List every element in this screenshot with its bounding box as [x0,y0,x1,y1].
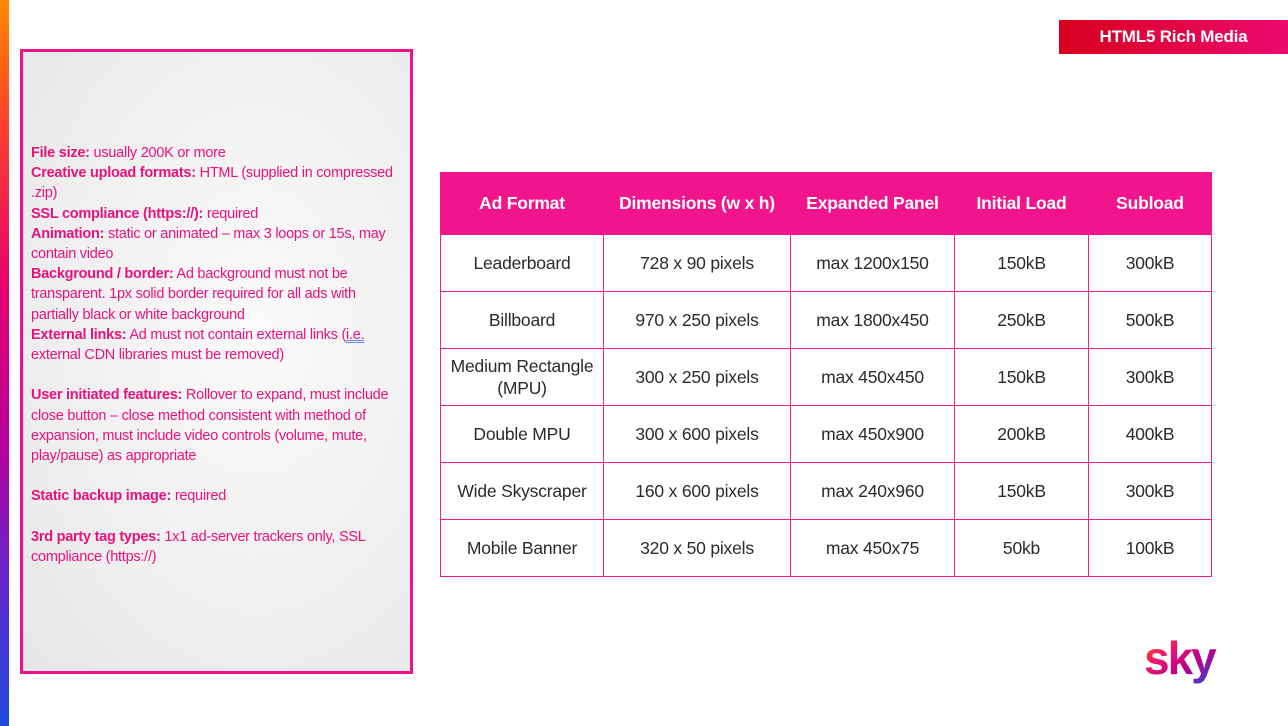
spec-label: Creative upload formats: [31,165,196,182]
spec-animation [31,224,406,264]
spec-label: 3rd party tag types: [31,528,161,545]
sky-logo [1144,630,1234,692]
header-expanded-panel: Expanded Panel [791,173,955,235]
spec-label: SSL compliance (https://): [31,205,204,222]
section-heading-tab: HTML5 Rich Media [1059,20,1288,54]
header-subload: Subload [1089,173,1212,235]
header-initial-load: Initial Load [955,173,1089,235]
cell-initial-load: 200kB [955,406,1089,463]
spec-label: File size: [31,145,90,161]
brand-edge-bar [0,0,9,726]
spec-ssl [31,204,406,224]
spec-value: usually 200K or more [89,145,226,161]
cell-ad-format: Wide Skyscraper [441,463,604,520]
spacer [31,365,406,385]
spec-underlined-term: i.e. [346,326,365,343]
spec-upload-formats [31,163,406,203]
cell-initial-load: 150kB [955,349,1089,406]
spec-file-size [31,143,406,163]
spec-value: required [171,488,227,505]
cell-ad-format: Double MPU [441,406,604,463]
cell-subload: 300kB [1089,349,1212,406]
spec-label: User initiated features: [31,387,183,404]
spec-user-features [31,385,406,466]
spec-label: Background / border: [31,266,174,283]
cell-initial-load: 150kB [955,463,1089,520]
table-row [441,406,1212,463]
spec-tag-types [31,527,406,567]
table-row [441,349,1212,406]
ad-formats-table [440,172,1212,577]
cell-dimensions: 160 x 600 pixels [604,463,791,520]
cell-subload: 300kB [1089,463,1212,520]
spec-value: required [203,205,259,222]
specifications-text [31,143,406,567]
spacer [31,466,406,486]
cell-ad-format: Medium Rectangle (MPU) [441,349,604,406]
cell-dimensions: 320 x 50 pixels [604,520,791,577]
spec-label: External links: [31,326,127,343]
spec-label: Animation: [31,225,105,242]
table-row [441,463,1212,520]
spec-value: 1x1 ad-server trackers only, SSL compliance (https://) [31,528,366,566]
cell-initial-load: 150kB [955,235,1089,292]
spec-external-links [31,325,406,365]
cell-expanded-panel: max 1800x450 [791,292,955,349]
cell-expanded-panel: max 240x960 [791,463,955,520]
spec-backup-image [31,486,406,506]
cell-dimensions: 300 x 250 pixels [604,349,791,406]
spec-value: HTML (supplied in compressed .zip) [31,165,393,202]
spec-background-border [31,264,406,325]
table-row [441,520,1212,577]
cell-subload: 400kB [1089,406,1212,463]
table-row [441,292,1212,349]
cell-initial-load: 250kB [955,292,1089,349]
spec-value: Rollover to expand, must include close button – close method consistent with method of expansion, must include video controls (volume, mute, play/pause) as appropriate [31,387,389,465]
table-row [441,235,1212,292]
spec-value: Ad background must not be transparent. 1px solid border required for all ads with partially black or white background [31,266,356,323]
cell-subload: 500kB [1089,292,1212,349]
spec-value: Ad must not contain external links ( [126,326,347,343]
cell-expanded-panel: max 1200x150 [791,235,955,292]
spacer [31,507,406,527]
cell-ad-format: Mobile Banner [441,520,604,577]
cell-expanded-panel: max 450x900 [791,406,955,463]
spec-label: Static backup image: [31,488,172,505]
header-dimensions: Dimensions (w x h) [604,173,791,235]
cell-expanded-panel: max 450x75 [791,520,955,577]
cell-ad-format: Billboard [441,292,604,349]
cell-subload: 100kB [1089,520,1212,577]
specifications-panel [20,49,413,674]
cell-dimensions: 300 x 600 pixels [604,406,791,463]
spec-value: static or animated – max 3 loops or 15s, may contain video [31,225,386,263]
cell-subload: 300kB [1089,235,1212,292]
cell-dimensions: 970 x 250 pixels [604,292,791,349]
cell-initial-load: 50kb [955,520,1089,577]
cell-expanded-panel: max 450x450 [791,349,955,406]
sky-logo-text: sky [1144,632,1215,684]
spec-value-cont: external CDN libraries must be removed) [31,347,284,364]
header-ad-format: Ad Format [441,173,604,235]
table-header-row [441,173,1212,235]
cell-ad-format: Leaderboard [441,235,604,292]
cell-dimensions: 728 x 90 pixels [604,235,791,292]
